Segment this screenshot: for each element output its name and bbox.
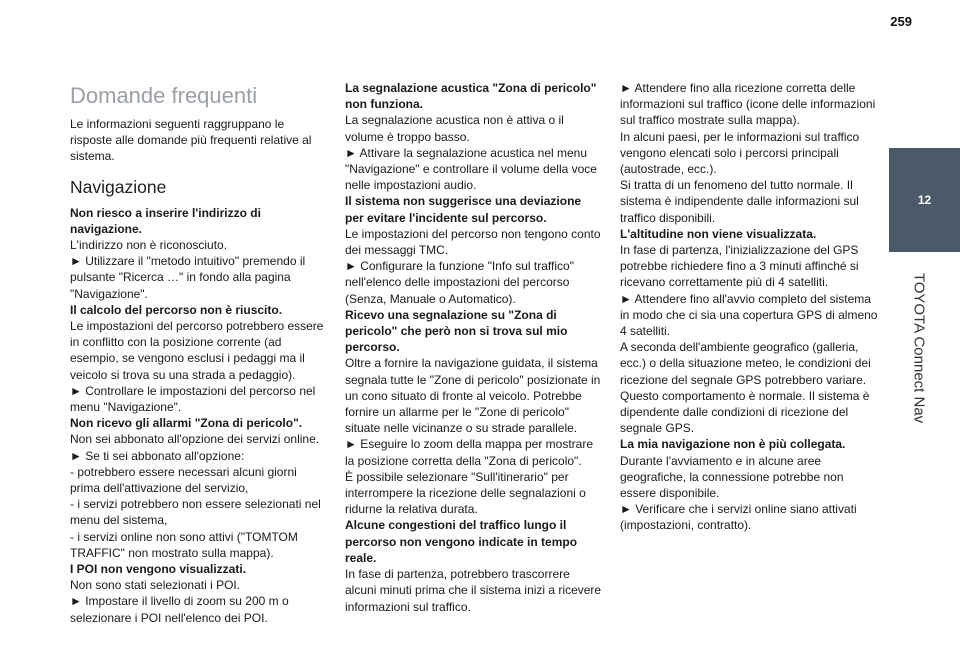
faq-answer-line: ► Verificare che i servizi online siano attivati (impostazioni, contratto). — [620, 502, 857, 533]
faq-answer-line: ► Attendere fino all'avvio completo del sistema in modo che ci sia una copertura GPS di almeno 4 satelliti. — [620, 291, 878, 339]
faq-item — [70, 415, 328, 561]
faq-answer-line: Non sei abbonato all'opzione dei servizi online. — [70, 432, 320, 447]
faq-answer-line: L'indirizzo non è riconosciuto. — [70, 238, 228, 253]
faq-answer-line: È possibile selezionare "Sull'itinerario" per interrompere la ricezione delle segnalazioni o ridurne la relativa durata. — [345, 469, 586, 517]
faq-question: Non riesco a inserire l'indirizzo di navigazione. — [70, 205, 261, 236]
faq-answer-line: Durante l'avviamento e in alcune aree geografiche, la connessione potrebbe non essere disponibile. — [620, 453, 844, 501]
faq-answer-line: La segnalazione acustica non è attiva o il volume è troppo basso. — [345, 113, 564, 144]
faq-item — [70, 302, 328, 415]
faq-question: Il sistema non suggerisce una deviazione per evitare l'incidente sul percorso. — [345, 194, 582, 225]
faq-answer-line: In fase di partenza, potrebbero trascorrere alcuni minuti prima che il sistema inizi a ricevere informazioni sul traffico. — [345, 567, 602, 614]
faq-list — [620, 80, 878, 534]
faq-question: L'altitudine non viene visualizzata. — [620, 226, 817, 241]
faq-answer-line: ► Utilizzare il "metodo intuitivo" premendo il pulsante "Ricerca …" in fondo alla pagina "Navigazione". — [70, 254, 306, 301]
faq-question: Alcune congestioni del traffico lungo il percorso non vengono indicate in tempo reale. — [345, 518, 578, 565]
column-3 — [620, 80, 878, 534]
faq-answer-line: Questo comportamento è normale. Il sistema è dipendente dalle condizioni di ricezione del segnale GPS. — [620, 388, 870, 436]
faq-answer-line: A seconda dell'ambiente geografico (galleria, ecc.) o della situazione meteo, le condizioni dei ricezione del segnale GPS potrebbero variare. — [620, 340, 871, 387]
faq-answer-line: ► Eseguire lo zoom della mappa per mostrare la posizione corretta della "Zona di pericolo". — [345, 437, 593, 468]
faq-answer-line: In fase di partenza, l'inizializzazione del GPS potrebbe richiedere fino a 3 minuti affinché si ricevano correttamente più di 4 satelliti. — [620, 243, 859, 290]
faq-answer-line: - potrebbero essere necessari alcuni giorni prima dell'attivazione del servizio, — [70, 464, 297, 496]
faq-answer-line: Oltre a fornire la navigazione guidata, il sistema segnala tutte le "Zone di pericolo" posizionate in un cono situato di fronte al veicolo. Potrebbe fornire un allarme per le "Zone di pericolo" situate nelle vicinanze o su strade parallele. — [345, 356, 601, 436]
section-title: Navigazione — [70, 176, 167, 197]
intro-text: Le informazioni seguenti raggruppano le risposte alle domande più frequenti relative al sistema. — [70, 117, 312, 164]
faq-item — [345, 517, 603, 614]
page-number: 259 — [890, 14, 912, 29]
faq-item — [70, 561, 328, 626]
faq-answer-line: ► Configurare la funzione "Info sul traffico" nell'elenco delle impostazioni del percorso (Senza, Manuale o Automatico). — [345, 259, 574, 306]
page-title: Domande frequenti — [70, 83, 258, 108]
column-2 — [345, 80, 603, 615]
faq-question: La mia navigazione non è più collegata. — [620, 437, 846, 452]
faq-answer-line: Non sono stati selezionati i POI. — [70, 578, 241, 593]
faq-answer-line: ► Controllare le impostazioni del percorso nel menu "Navigazione". — [70, 383, 316, 415]
faq-question: Non ricevo gli allarmi "Zona di pericolo". — [70, 416, 303, 431]
faq-item — [620, 226, 878, 437]
column-1 — [70, 82, 328, 626]
faq-item — [345, 193, 603, 306]
faq-answer-line: Le impostazioni del percorso potrebbero essere in conflitto con la posizione corrente (ad esempio, se vengono esclusi i pedaggi ma il veicolo si trova su una strada a pedaggio). — [70, 319, 324, 382]
faq-answer-line: ► Impostare il livello di zoom su 200 m o selezionare i POI nell'elenco dei POI. — [70, 594, 289, 625]
chapter-tab — [889, 148, 960, 252]
faq-list — [70, 205, 328, 626]
faq-question: La segnalazione acustica "Zona di pericolo" non funziona. — [345, 81, 597, 112]
faq-answer-line: - i servizi online non sono attivi ("TOMTOM TRAFFIC" non mostrato sulla mappa). — [70, 529, 298, 560]
faq-item — [70, 205, 328, 302]
faq-question: Il calcolo del percorso non è riuscito. — [70, 302, 283, 317]
faq-answer-line: ► Se ti sei abbonato all'opzione: — [70, 448, 245, 463]
faq-question: I POI non vengono visualizzati. — [70, 562, 247, 577]
faq-answer-line: ► Attivare la segnalazione acustica nel menu "Navigazione" e controllare il volume della voce nelle impostazioni audio. — [345, 145, 597, 193]
faq-answer-line: - i servizi potrebbero non essere selezionati nel menu del sistema, — [70, 497, 321, 528]
chapter-number: 12 — [917, 193, 932, 207]
faq-question: Ricevo una segnalazione su "Zona di pericolo" che però non si trova sul mio percorso. — [345, 307, 568, 355]
faq-answer-line: ► Attendere fino alla ricezione corretta delle informazioni sul traffico (icone delle informazioni sul traffico mostrate sulla mappa). — [620, 81, 876, 128]
faq-item — [620, 436, 878, 533]
chapter-label: TOYOTA Connect Nav — [910, 272, 928, 424]
faq-item — [345, 80, 603, 193]
faq-answer-line: In alcuni paesi, per le informazioni sul traffico vengono elencati solo i percorsi principali (autostrade, ecc.). — [620, 129, 860, 177]
faq-answer-line: Si tratta di un fenomeno del tutto normale. Il sistema è indipendente dalle informazioni sul traffico disponibili. — [620, 178, 859, 225]
faq-list — [345, 80, 603, 615]
faq-answer-line: Le impostazioni del percorso non tengono conto dei messaggi TMC. — [345, 226, 601, 258]
faq-item — [620, 80, 878, 226]
faq-item — [345, 307, 603, 518]
